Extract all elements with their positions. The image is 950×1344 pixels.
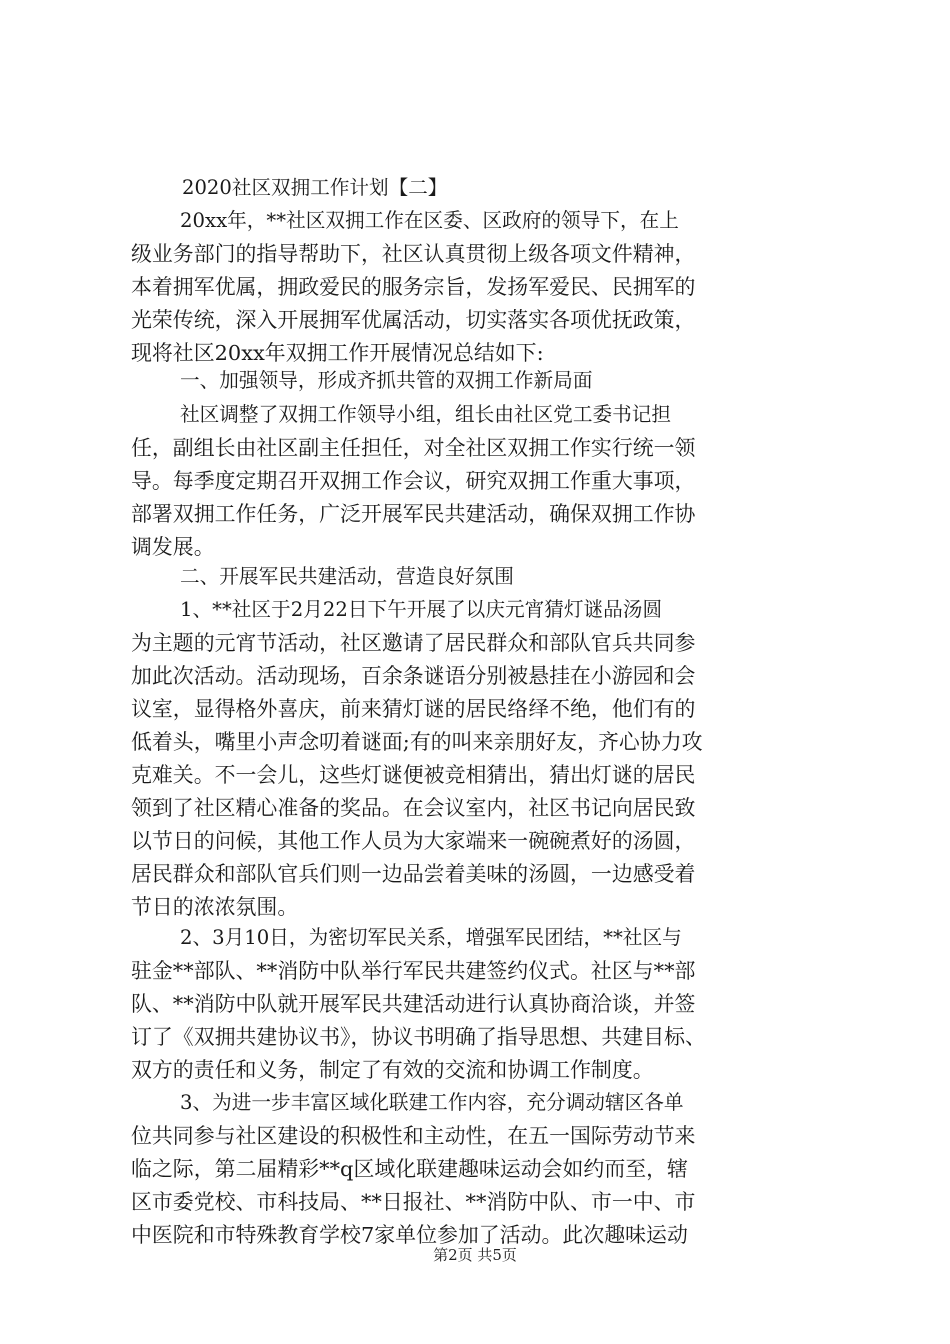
paragraph-line: 20xx年，**社区双拥工作在区委、区政府的领导下，在上: [180, 209, 679, 232]
paragraph-line: 本着拥军优属，拥政爱民的服务宗旨，发扬军爱民、民拥军的: [131, 275, 696, 299]
document-title: 2020社区双拥工作计划【二】: [182, 176, 448, 199]
section-heading: 二、开展军民共建活动，营造良好氛围: [180, 565, 514, 588]
paragraph-line: 以节日的问候，其他工作人员为大家端来一碗碗煮好的汤圆，: [131, 829, 696, 853]
paragraph-line: 居民群众和部队官兵们则一边品尝着美味的汤圆，一边感受着: [131, 862, 696, 886]
page-footer: 第2页 共5页: [433, 1246, 517, 1264]
paragraph-line: 部署双拥工作任务，广泛开展军民共建活动，确保双拥工作协: [131, 502, 696, 526]
paragraph-line: 双方的责任和义务，制定了有效的交流和协调工作制度。: [131, 1058, 654, 1082]
paragraph-line: 光荣传统，深入开展拥军优属活动，切实落实各项优抚政策，: [131, 308, 696, 332]
paragraph-line: 现将社区20xx年双拥工作开展情况总结如下:: [131, 341, 544, 365]
paragraph-line: 为主题的元宵节活动，社区邀请了居民群众和部队官兵共同参: [131, 631, 696, 655]
paragraph-line: 临之际，第二届精彩**q区域化联建趣味运动会如约而至，辖: [131, 1157, 688, 1181]
paragraph-line: 节日的浓浓氛围。: [131, 895, 299, 919]
section-heading: 一、加强领导，形成齐抓共管的双拥工作新局面: [180, 369, 593, 392]
paragraph-line: 3、为进一步丰富区域化联建工作内容，充分调动辖区各单: [180, 1091, 684, 1114]
paragraph-line: 任，副组长由社区副主任担任，对全社区双拥工作实行统一领: [131, 436, 696, 460]
paragraph-line: 议室，显得格外喜庆，前来猜灯谜的居民络绎不绝，他们有的: [131, 697, 696, 721]
paragraph-line: 级业务部门的指导帮助下，社区认真贯彻上级各项文件精神，: [131, 242, 696, 266]
paragraph-line: 驻金**部队、**消防中队举行军民共建签约仪式。社区与**部: [131, 959, 696, 983]
paragraph-line: 1、**社区于2月22日下午开展了以庆元宵猜灯谜品汤圆: [180, 598, 663, 621]
paragraph-line: 位共同参与社区建设的积极性和主动性，在五一国际劳动节来: [131, 1124, 696, 1148]
paragraph-line: 订了《双拥共建协议书》，协议书明确了指导思想、共建目标、: [131, 1025, 706, 1049]
paragraph-line: 区市委党校、市科技局、**日报社、**消防中队、市一中、市: [131, 1190, 696, 1214]
paragraph-line: 社区调整了双拥工作领导小组，组长由社区党工委书记担: [180, 403, 672, 426]
paragraph-line: 调发展。: [131, 535, 215, 559]
paragraph-line: 导。每季度定期召开双拥工作会议，研究双拥工作重大事项，: [131, 469, 696, 493]
paragraph-line: 2、3月10日，为密切军民关系，增强军民团结，**社区与: [180, 926, 682, 949]
paragraph-line: 加此次活动。活动现场，百余条谜语分别被悬挂在小游园和会: [131, 664, 696, 688]
paragraph-line: 低着头，嘴里小声念叨着谜面;有的叫来亲朋好友，齐心协力攻: [131, 730, 703, 754]
paragraph-line: 领到了社区精心准备的奖品。在会议室内，社区书记向居民致: [131, 796, 696, 820]
paragraph-line: 中医院和市特殊教育学校7家单位参加了活动。此次趣味运动: [131, 1223, 688, 1247]
paragraph-line: 克难关。不一会儿，这些灯谜便被竞相猜出，猜出灯谜的居民: [131, 763, 696, 787]
paragraph-line: 队、**消防中队就开展军民共建活动进行认真协商洽谈，并签: [131, 992, 696, 1016]
